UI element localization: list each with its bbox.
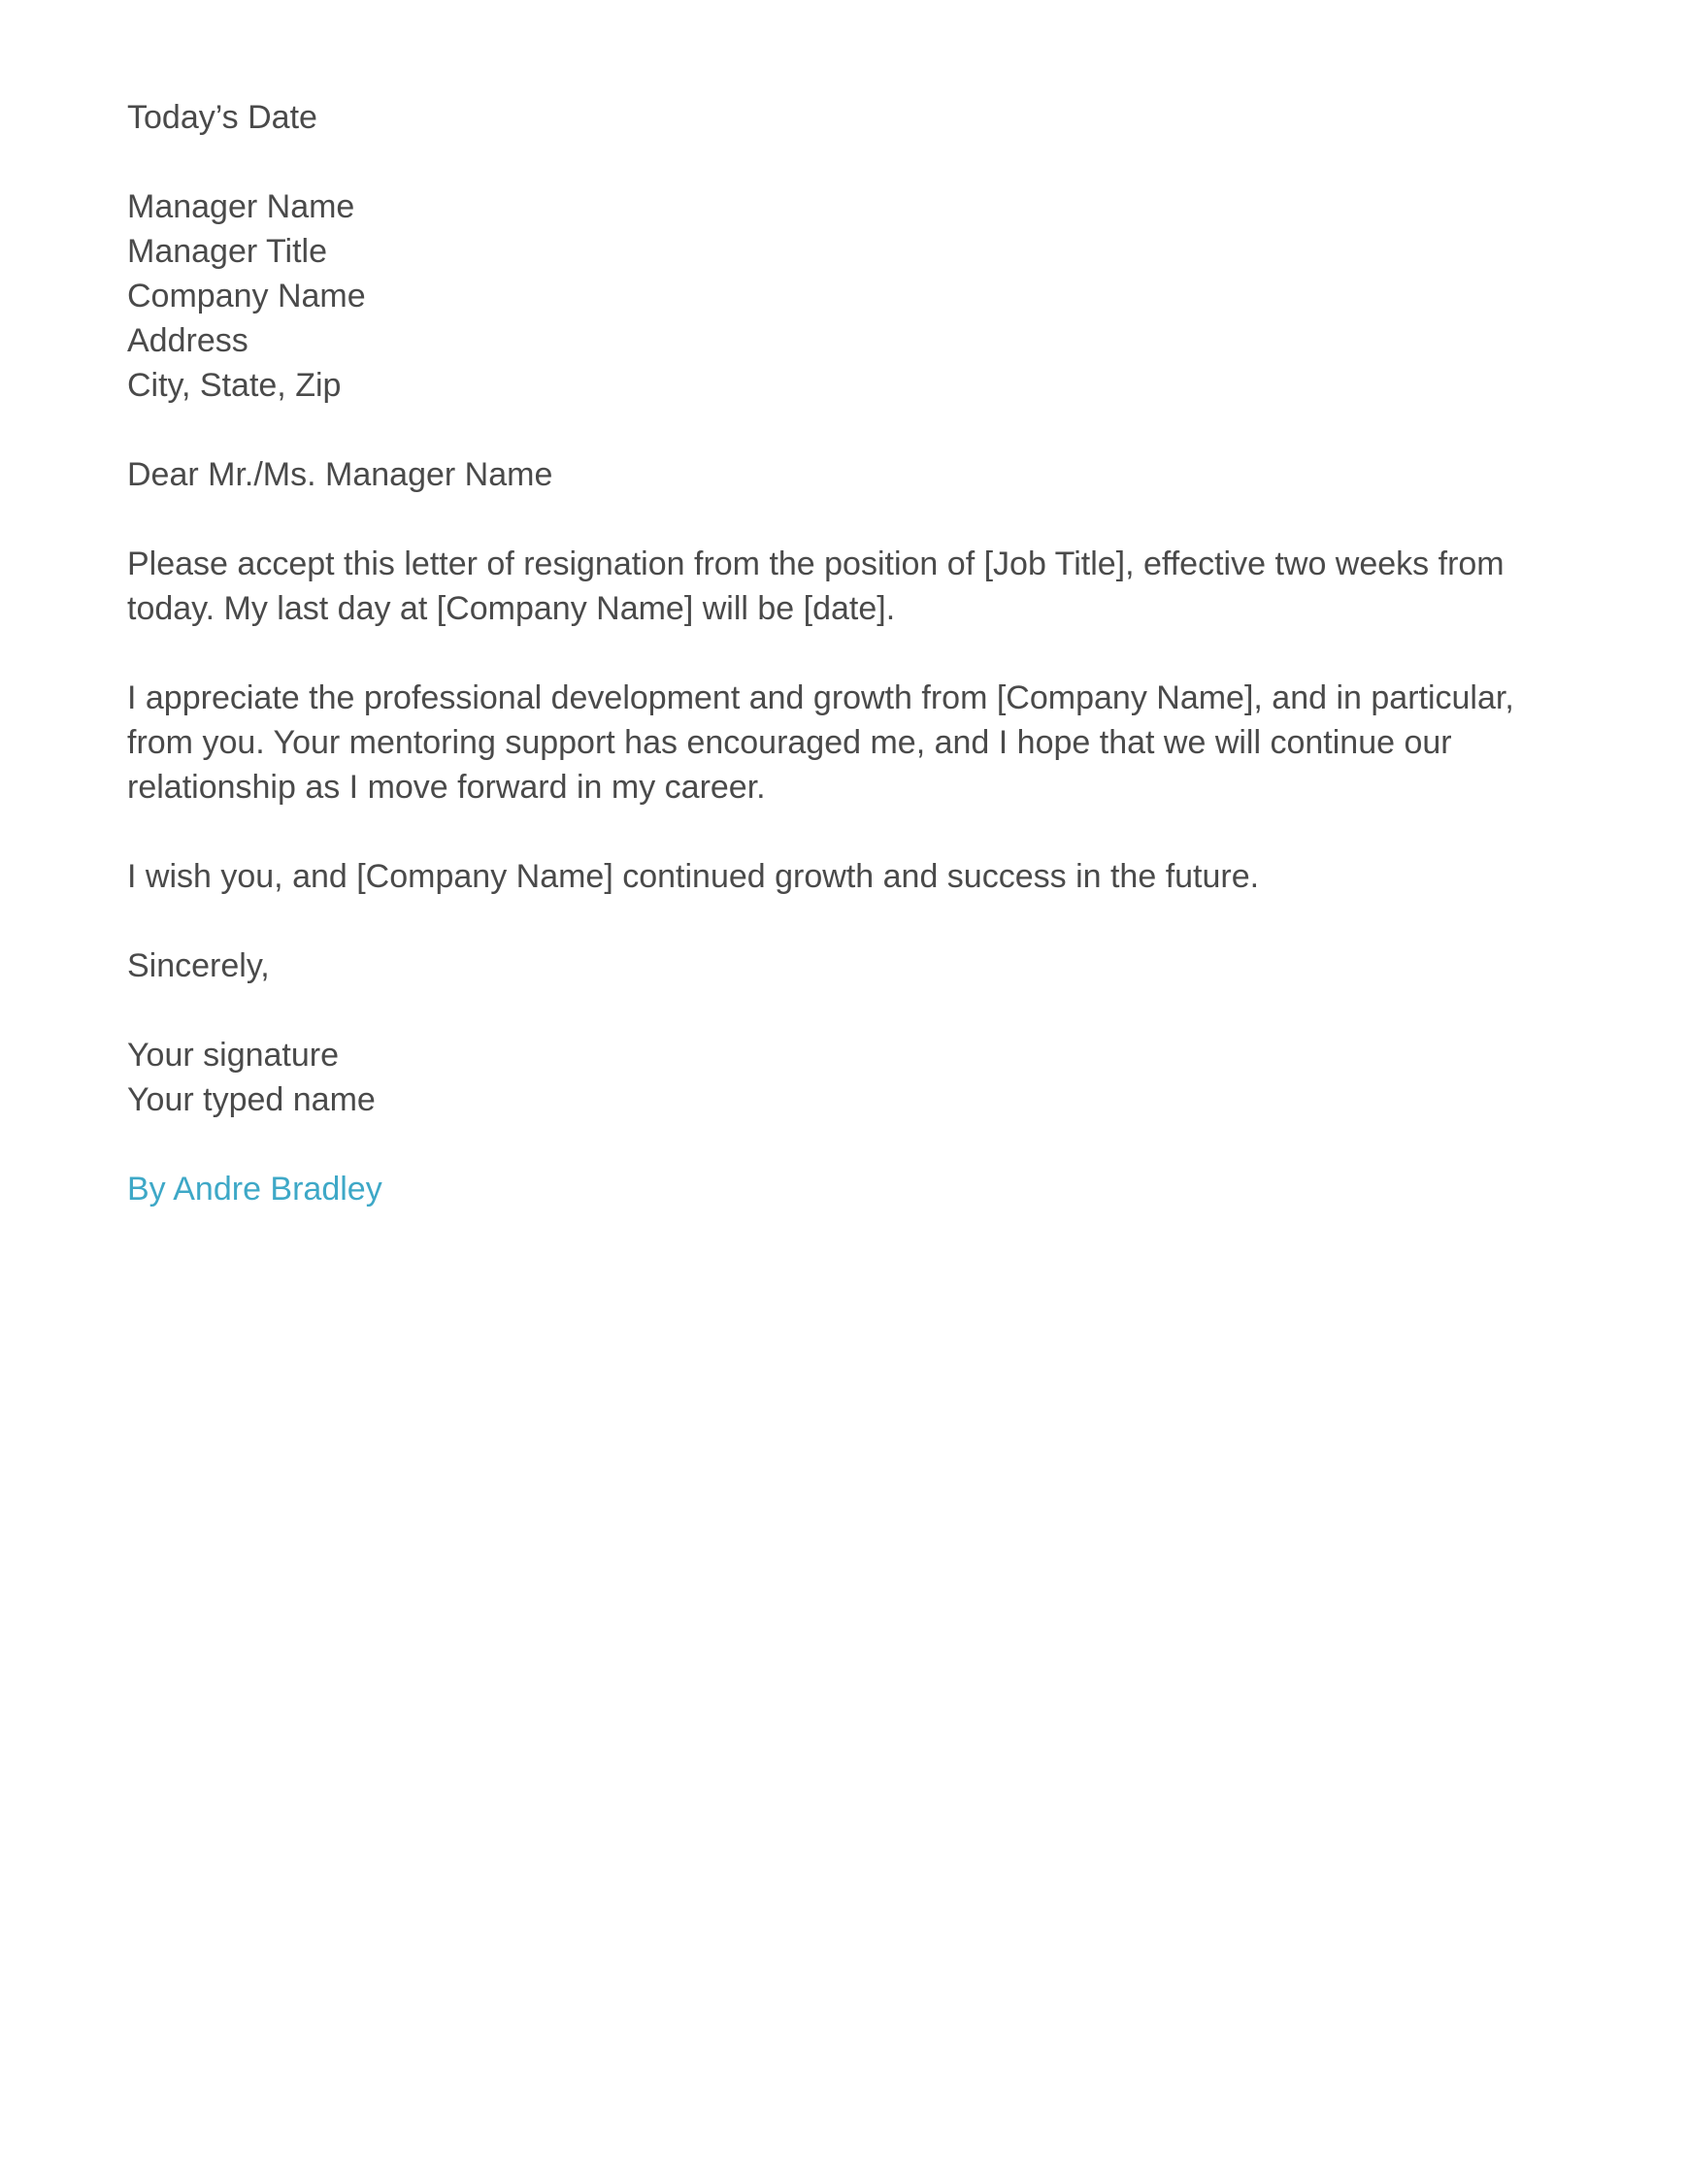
recipient-company: Company Name xyxy=(127,278,366,314)
body-paragraph-3: I wish you, and [Company Name] continued growth and success in the future. xyxy=(127,858,1260,895)
spacer xyxy=(127,140,1564,184)
resignation-letter xyxy=(127,95,1564,1211)
spacer xyxy=(127,810,1564,854)
recipient-city-state-zip: City, State, Zip xyxy=(127,367,342,404)
letter-date: Today’s Date xyxy=(127,99,317,136)
spacer xyxy=(127,988,1564,1033)
spacer xyxy=(127,899,1564,943)
signature-line: Your signature xyxy=(127,1037,340,1074)
recipient-block xyxy=(127,184,1564,408)
typed-name-line: Your typed name xyxy=(127,1081,376,1118)
spacer xyxy=(127,408,1564,452)
spacer xyxy=(127,497,1564,542)
spacer xyxy=(127,631,1564,676)
salutation: Dear Mr./Ms. Manager Name xyxy=(127,456,553,493)
author-byline: By Andre Bradley xyxy=(127,1171,382,1208)
recipient-name: Manager Name xyxy=(127,188,355,225)
body-paragraph-1: Please accept this letter of resignation from the position of [Job Title], effective two weeks from today. My last day at [Company Name] will be [date]. xyxy=(127,546,1505,627)
recipient-title: Manager Title xyxy=(127,233,327,270)
spacer xyxy=(127,1122,1564,1167)
closing: Sincerely, xyxy=(127,947,270,984)
body-paragraph-2: I appreciate the professional development and growth from [Company Name], and in particular, from you. Your mentoring support has encouraged me, and I hope that we will continue our relationship as I move forward in my career. xyxy=(127,679,1514,806)
recipient-address: Address xyxy=(127,322,248,359)
